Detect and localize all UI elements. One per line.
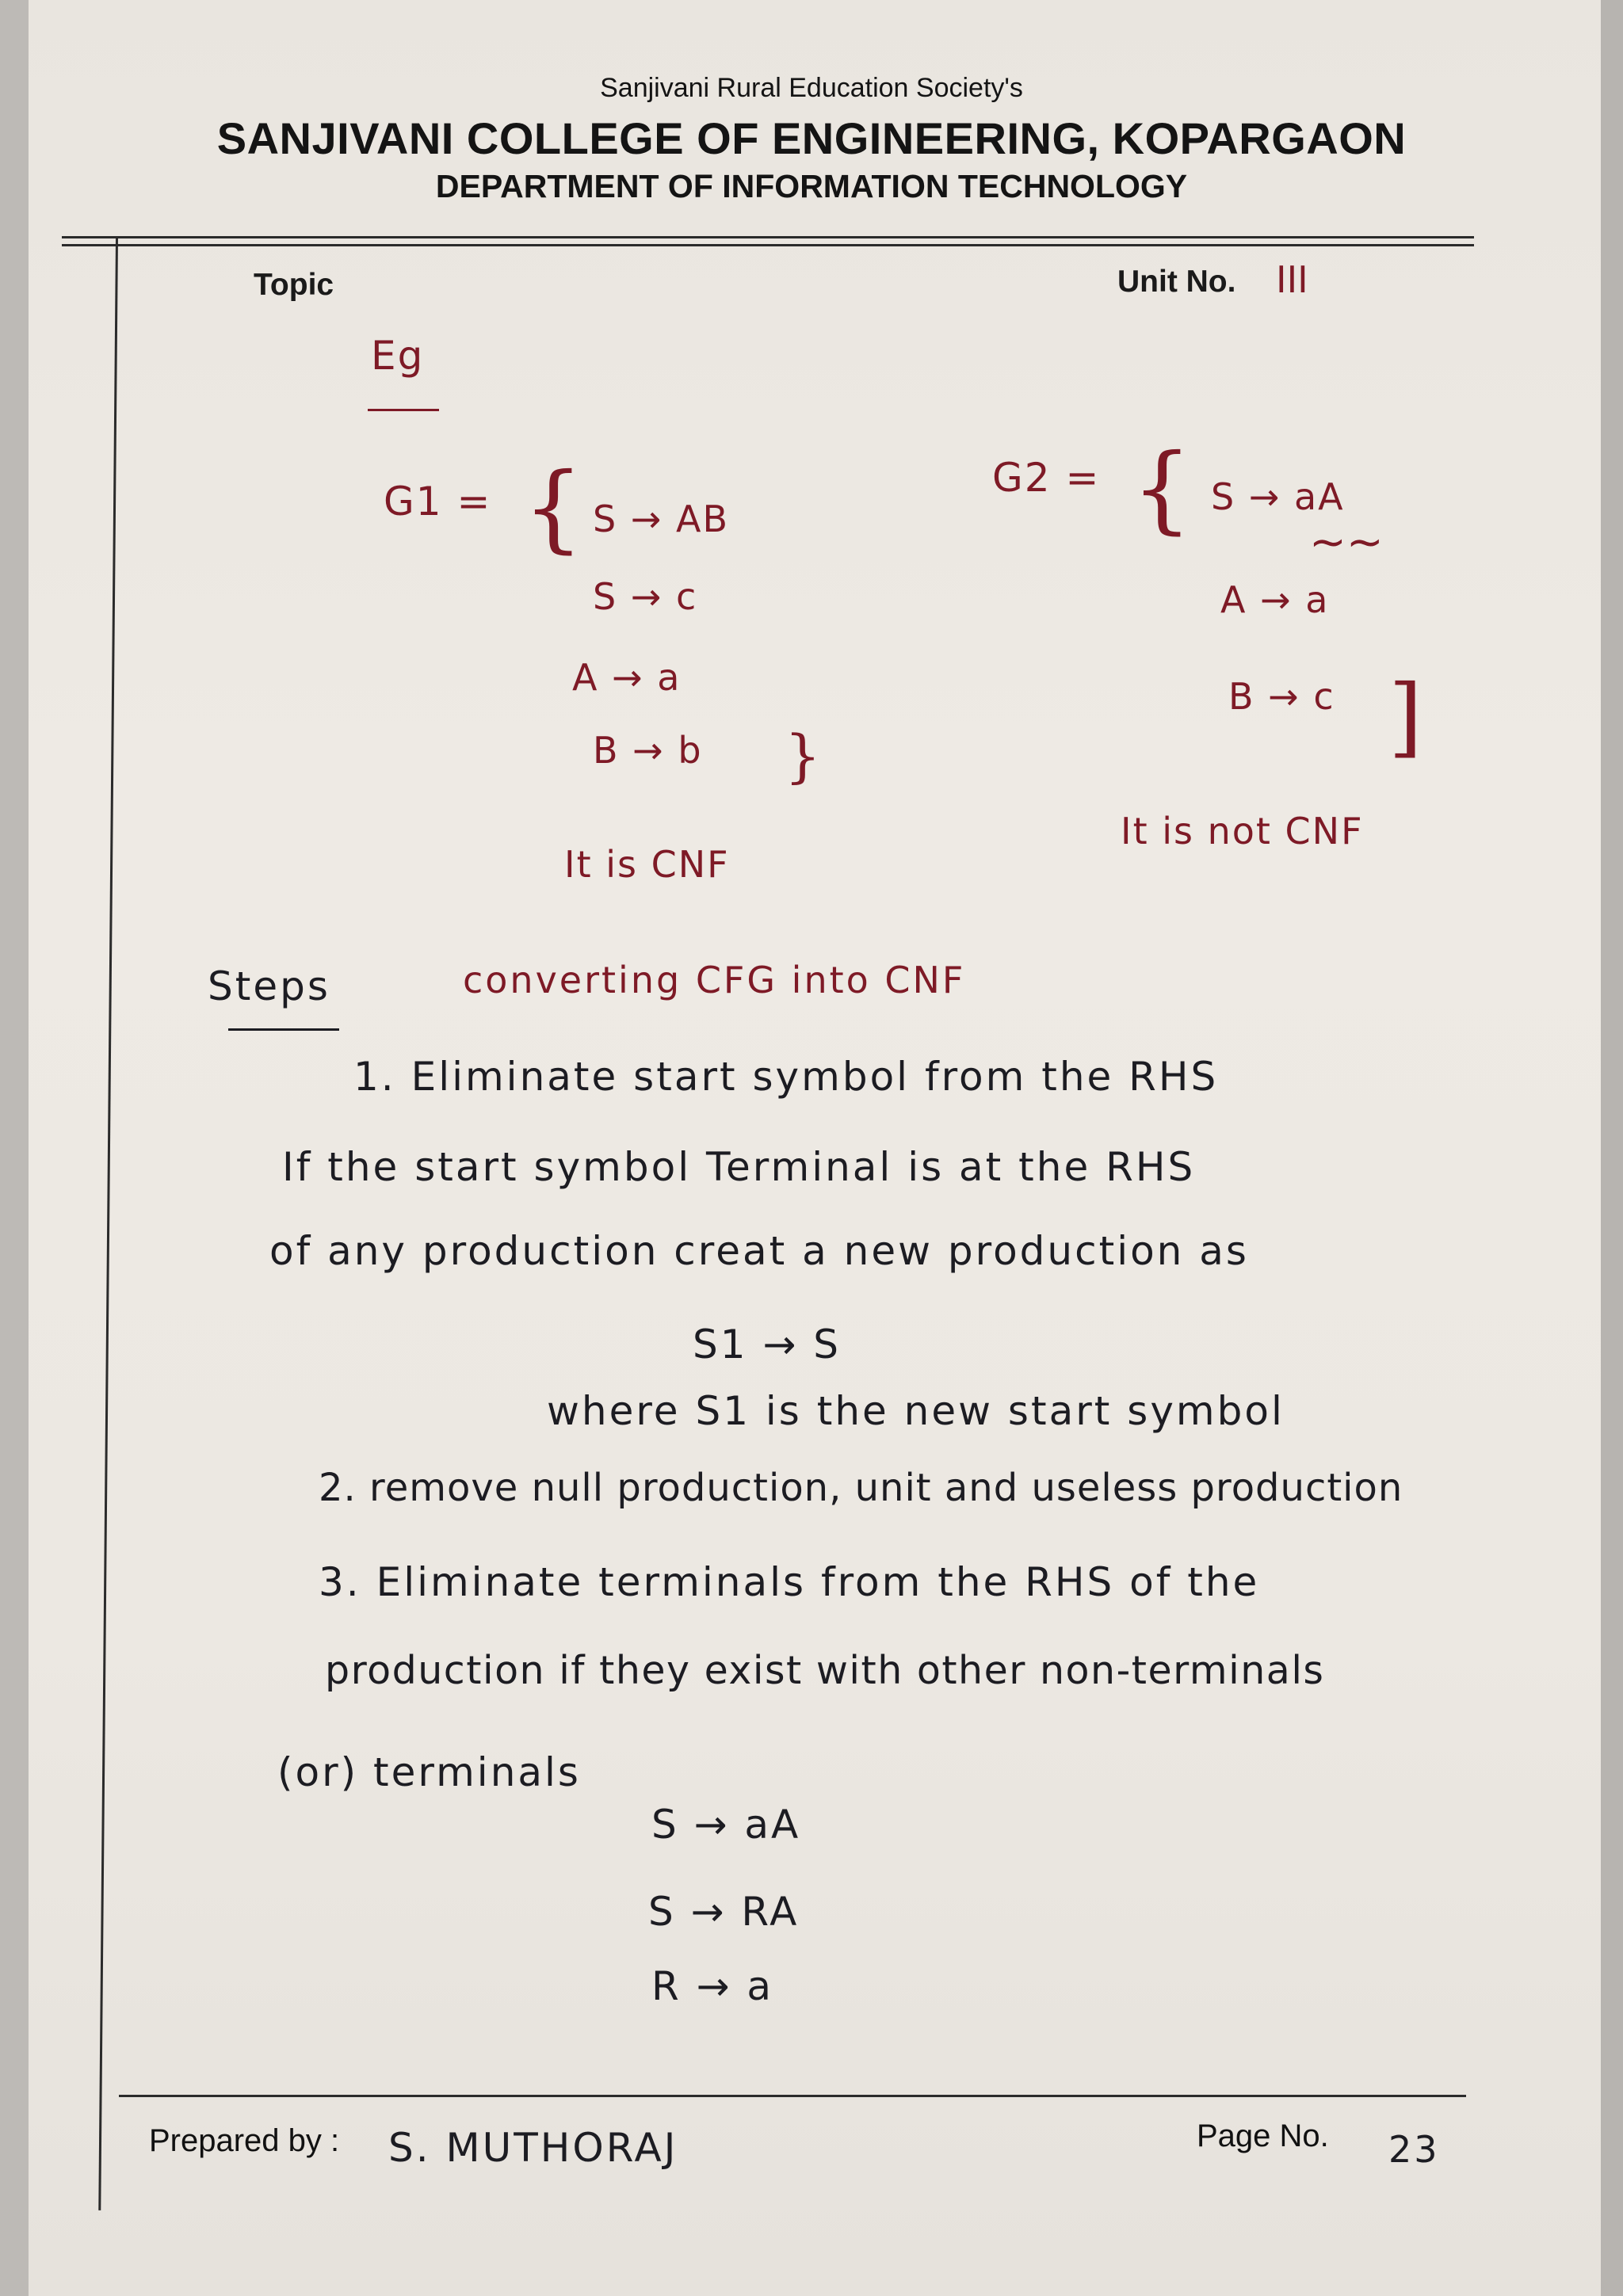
steps-underline xyxy=(228,1028,339,1031)
example-label: Eg xyxy=(371,333,425,379)
g2-rule: A → a xyxy=(1220,578,1330,621)
department-name: DEPARTMENT OF INFORMATION TECHNOLOGY xyxy=(435,168,1188,204)
g2-close-brace: ] xyxy=(1388,666,1423,767)
note-line: of any production creat a new production as xyxy=(269,1228,1249,1274)
grammar-g2-label: G2 = xyxy=(992,455,1101,501)
g2-rule: B → c xyxy=(1228,675,1335,718)
note-line: production if they exist with other non-terminals xyxy=(325,1648,1325,1693)
g2-wavy-underline: ∼∼ xyxy=(1309,517,1384,568)
note-line: where S1 is the new start symbol xyxy=(547,1388,1285,1434)
grammar-g1-label: G1 = xyxy=(384,479,492,524)
header-rule-bottom xyxy=(62,244,1474,246)
page-number-value: 23 xyxy=(1388,2128,1440,2171)
prepared-by-label: Prepared by : xyxy=(149,2123,340,2158)
g1-rule: S → AB xyxy=(593,498,730,540)
college-name: SANJIVANI COLLEGE OF ENGINEERING, KOPARGAON xyxy=(216,113,1407,163)
note-line: 1. Eliminate start symbol from the RHS xyxy=(353,1054,1219,1100)
g1-open-brace: { xyxy=(523,453,584,563)
prepared-by-name: S. MUTHORAJ xyxy=(388,2125,678,2171)
note-line: 3. Eliminate terminals from the RHS of the xyxy=(319,1559,1260,1605)
g2-rule: S → aA xyxy=(1211,475,1345,518)
steps-label: Steps xyxy=(208,963,330,1009)
society-name: Sanjivani Rural Education Society's xyxy=(600,73,1023,103)
note-line: 2. remove null production, unit and useless production xyxy=(319,1466,1403,1510)
g1-rule: S → c xyxy=(593,575,698,618)
page-number-label: Page No. xyxy=(1197,2119,1329,2153)
unit-value: III xyxy=(1276,258,1308,301)
g2-verdict: It is not CNF xyxy=(1121,810,1364,852)
g2-open-brace: { xyxy=(1132,434,1193,544)
g1-rule: A → a xyxy=(572,656,682,699)
page-edge xyxy=(1601,0,1623,2296)
g1-verdict: It is CNF xyxy=(564,843,730,886)
note-line: R → a xyxy=(651,1963,774,2009)
note-line: S1 → S xyxy=(693,1322,841,1367)
g1-close-brace: } xyxy=(785,723,821,789)
unit-label: Unit No. xyxy=(1117,265,1236,299)
note-line: S → RA xyxy=(648,1889,800,1935)
header-rule-top xyxy=(62,236,1474,238)
note-line: If the start symbol Terminal is at the RHS xyxy=(282,1144,1196,1190)
topic-label: Topic xyxy=(254,268,334,302)
example-underline xyxy=(368,409,439,411)
steps-title: converting CFG into CNF xyxy=(463,959,966,1001)
g1-rule: B → b xyxy=(593,729,703,772)
note-line: (or) terminals xyxy=(277,1749,581,1795)
note-line: S → aA xyxy=(651,1802,801,1848)
footer-rule xyxy=(119,2095,1466,2097)
